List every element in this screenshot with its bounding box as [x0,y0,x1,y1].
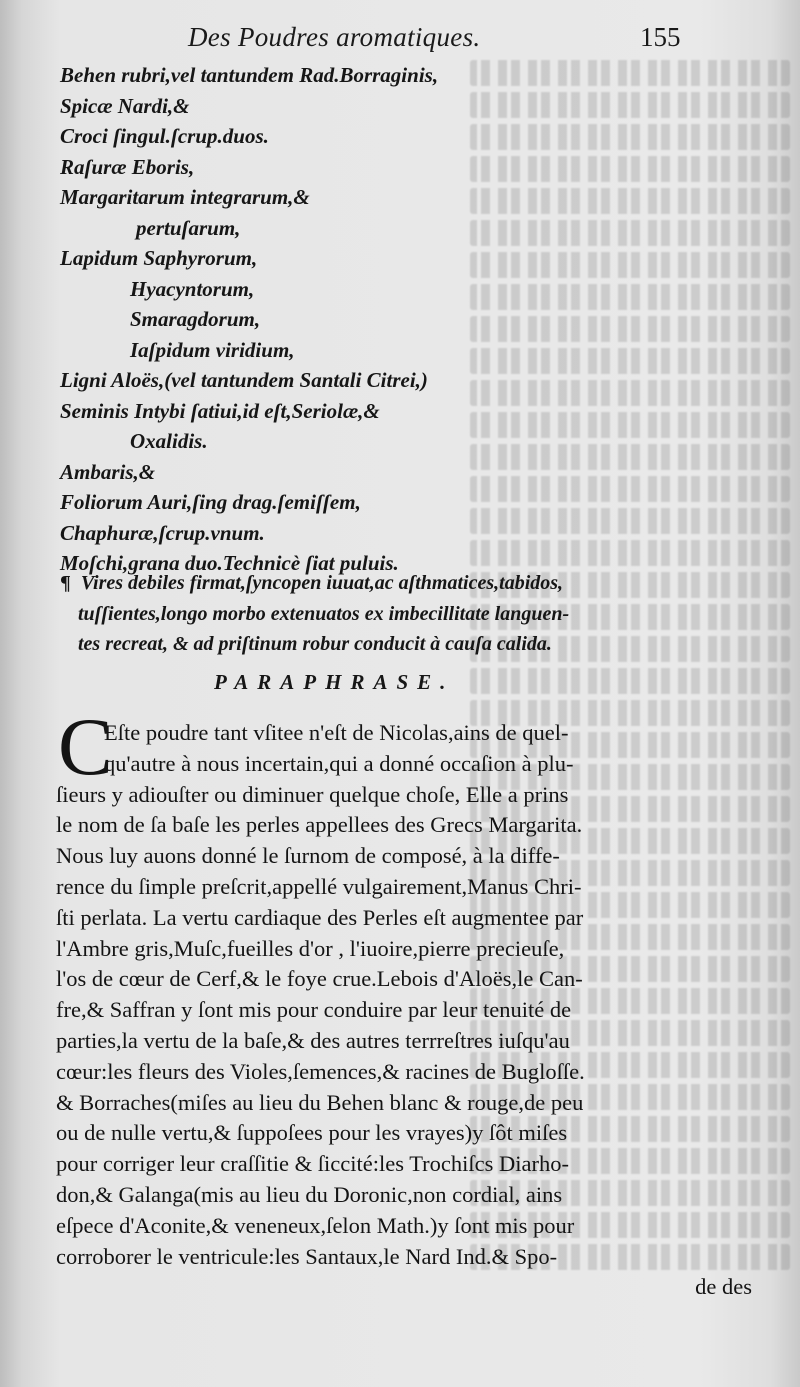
recipe-line: Ligni Aloës,(vel tantundem Santali Citrei,) [60,368,428,392]
virtues-line: Vires debiles firmat,ſyncopen iuuat,ac aſthmatices,tabidos, [80,572,564,594]
pilcrow-mark: ¶ [60,572,71,594]
recipe-line: Iaſpidum viridium, [130,337,295,362]
page-number: 155 [640,22,681,52]
drop-capital: C [58,701,113,792]
body-line: corroborer le ventricule:les Santaux,le Nard Ind.& Spo- [56,1243,558,1269]
recipe-line: Moſchi,grana duo.Technicè ſiat puluis. [60,551,399,575]
body-line: ſti perlata. La vertu cardiaque des Perles eſt augmentee par [56,904,584,930]
virtues-line: tuſſientes,longo morbo extenuatos ex imbecillitate languen- [78,602,570,625]
recipe-line: Spicæ Nardi,& [60,93,190,118]
body-line: ſieurs y adiouſter ou diminuer quelque choſe, Elle a prins [56,781,569,807]
recipe-line: Ambaris,& [60,459,156,484]
catchword: de des [695,1274,752,1300]
body-line: & Borraches(miſes au lieu du Behen blanc & rouge,de peu [56,1089,584,1115]
recipe-line: Raſuræ Eboris, [60,154,195,179]
virtues-paragraph [60,568,736,660]
body-line: l'os de cœur de Cerf,& le foye crue.Lebois d'Aloës,le Can- [56,966,583,992]
recipe-line: Foliorum Auri,ſing drag.ſemiſſem, [60,490,361,514]
recipe-line: Smaragdorum, [130,307,261,331]
recipe-line: Croci ſingul.ſcrup.duos. [60,124,269,148]
recipe-line: Lapidum Saphyrorum, [60,246,258,270]
body-line: rence du ſimple preſcrit,appellé vulgairement,Manus Chri- [56,873,582,899]
recipe-ingredients [60,60,760,579]
paraphrase-body [56,718,756,1303]
body-line: eſpece d'Aconite,& veneneux,ſelon Math.)y ſont mis pour [56,1212,575,1238]
body-line: l'Ambre gris,Muſc,fueilles d'or , l'iuoire,pierre precieuſe, [56,935,565,961]
body-line: le nom de ſa baſe les perles appellees des Grecs Margarita. [56,812,583,838]
recipe-line: Behen rubri,vel tantundem Rad.Borraginis, [60,63,439,87]
body-line: Eſte poudre tant vſitee n'eſt de Nicolas,ains de quel- [104,720,569,745]
recipe-line: pertuſarum, [136,215,241,240]
body-line: fre,& Saffran y ſont mis pour conduire par leur tenuité de [56,997,572,1023]
recipe-line: Seminis Intybi ſatiui,id eſt,Seriolæ,& [60,398,380,423]
recipe-line: Chaphuræ,ſcrup.vnum. [60,520,265,545]
body-line: don,& Galanga(mis au lieu du Doronic,non cordial, ains [56,1181,563,1207]
body-line: parties,la vertu de la baſe,& des autres terrreſtres iuſqu'au [56,1027,570,1053]
body-line: pour corriger leur craſſitie & ſiccité:les Trochiſcs Diarho- [56,1151,569,1177]
recipe-line: Hyacyntorum, [130,276,255,301]
body-line: qu'autre à nous incertain,qui a donné occaſion à plu- [104,750,574,776]
body-line: cœur:les fleurs des Violes,ſemences,& racines de Bugloſſe. [56,1058,585,1084]
running-title: Des Poudres aromatiques. [188,22,481,52]
recipe-line: Oxalidis. [130,429,208,453]
body-line: Nous luy auons donné le ſurnom de composé, à la diffe- [56,843,560,869]
recipe-line: Margaritarum integrarum,& [60,185,310,209]
section-heading: PARAPHRASE. [214,670,455,694]
virtues-line: tes recreat, & ad priſtinum robur conducit à cauſa calida. [78,633,552,655]
body-line: ou de nulle vertu,& ſuppoſees pour les vrayes)y ſôt miſes [56,1120,568,1146]
